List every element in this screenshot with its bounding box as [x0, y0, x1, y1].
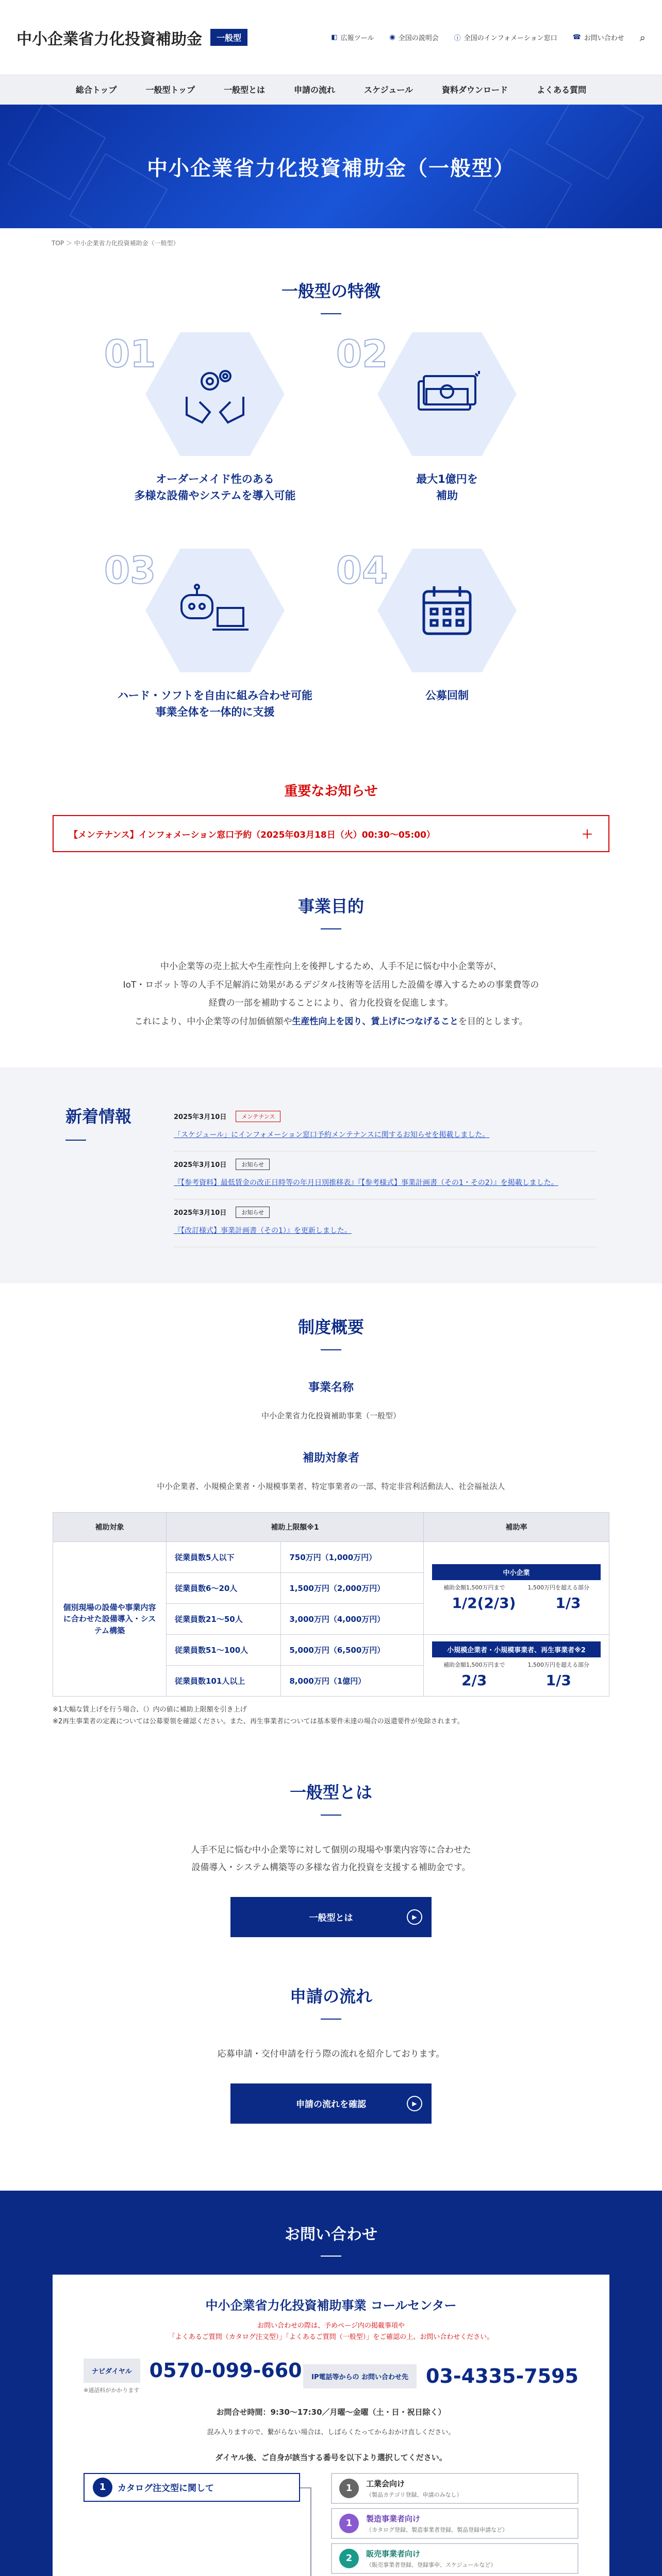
- dial-number: 1: [339, 2479, 359, 2498]
- rate-value: 1/3: [555, 1595, 581, 1612]
- news-item: [174, 1104, 597, 1151]
- notice-accordion[interactable]: [53, 815, 609, 852]
- dial-number: 1: [339, 2514, 359, 2533]
- purpose-title: 事業目的: [297, 896, 364, 916]
- rate-header: 小規模企業者・小規模事業者、再生事業者※2: [432, 1641, 601, 1657]
- feature-text: 最大1億円を: [416, 473, 478, 485]
- subsidy-table: [53, 1512, 609, 1697]
- call-center-card: [53, 2275, 609, 2576]
- phone-number[interactable]: 03-4335-7595: [426, 2365, 578, 2388]
- feature-hexagon: [377, 549, 517, 672]
- arrow-right-icon: ▶: [407, 2096, 422, 2111]
- table-cell: 5,000万円（6,500万円）: [281, 1634, 424, 1665]
- feature-card: [331, 332, 563, 528]
- about-title: 一般型とは: [289, 1782, 372, 1802]
- rate-header: 中小企業: [432, 1564, 601, 1580]
- dial-option: 1 製造事業者向け （カタログ登録、製造事業者登録、製品登録申請など）: [331, 2508, 578, 2539]
- news-section: [0, 1067, 662, 1283]
- site-header: [0, 0, 662, 75]
- title-divider: [321, 2019, 341, 2020]
- feature-card: [331, 549, 563, 744]
- notice-item-text: 【メンテナンス】インフォメーション窓口予約（2025年03月18日（火）00:30〜05:00）: [69, 829, 435, 840]
- nav-item-top[interactable]: 総合トップ: [75, 85, 117, 95]
- dial-option: 2 販売事業者向け （販売事業者登録、登録事申、スケジュールなど）: [331, 2543, 578, 2574]
- logo-text: 中小企業省力化投資補助金: [16, 30, 202, 48]
- table-cell: 3,000万円（4,000万円）: [281, 1603, 424, 1634]
- target-value: 中小企業者、小規模企業者・小規模事業者、特定事業者の一部、特定非営利活動法人、社会福祉法人: [157, 1481, 505, 1491]
- news-item: [174, 1151, 597, 1199]
- nav-item-schedule[interactable]: スケジュール: [364, 85, 413, 95]
- news-tag: お知らせ: [236, 1207, 270, 1218]
- hours-note: 混み入りますので、繋がらない場合は、しばらくたってからおかけ直しください。: [207, 2428, 455, 2436]
- feature-number: 03: [104, 549, 156, 592]
- notice-title: 重要なお知らせ: [284, 784, 378, 799]
- site-logo[interactable]: [16, 26, 247, 49]
- feature-text: 事業全体を一体的に支援: [155, 705, 275, 718]
- news-date: 2025年3月10日: [174, 1161, 227, 1170]
- hero-decoration: [545, 105, 644, 180]
- feature-number: 02: [336, 332, 388, 376]
- flow-button[interactable]: 申請の流れを確認 ▶: [230, 2083, 432, 2124]
- calendar-icon: [419, 582, 475, 639]
- about-text: 人手不足に悩む中小企業等に対して個別の現場や事業内容等に合わせた 設備導入・システム構築等の多様な省力化投資を支援する補助金です。: [191, 1844, 471, 1873]
- rate-cell: 中小企業 補助金額1,500万円まで 1,500万円を超える部分 1/2(2/3) 1/3: [424, 1541, 609, 1634]
- phone-label: IP電話等からの お問い合わせ先: [303, 2364, 417, 2388]
- table-header: 補助率: [424, 1512, 609, 1541]
- feature-text: オーダーメイド性のある: [156, 473, 274, 485]
- rate-value: 2/3: [461, 1672, 487, 1689]
- title-divider: [65, 1140, 86, 1141]
- table-cell: 750万円（1,000万円）: [281, 1541, 424, 1572]
- info-icon: ⓘ: [454, 35, 461, 42]
- business-name-label: 事業名称: [308, 1381, 354, 1394]
- feature-number: 01: [104, 332, 156, 376]
- search-icon[interactable]: ⌕: [639, 31, 646, 44]
- news-date: 2025年3月10日: [174, 1113, 227, 1122]
- phone-icon: ☎: [572, 33, 581, 41]
- header-links: [331, 31, 646, 44]
- title-divider: [321, 2256, 341, 2257]
- title-divider: [321, 1815, 341, 1816]
- dial-number: 1: [93, 2478, 112, 2497]
- connector-line: [300, 2487, 310, 2488]
- business-hours: お問合せ時間：9:30〜17:30／月曜〜金曜（土・日・祝日除く）: [216, 2407, 446, 2417]
- people-icon: ◉: [389, 33, 395, 41]
- logo-badge: 一般型: [210, 29, 247, 46]
- ip-phone: [303, 2359, 578, 2394]
- dial-number: 2: [339, 2549, 359, 2568]
- features-section: [0, 258, 662, 760]
- system-title: 制度概要: [297, 1317, 364, 1337]
- dial-option: 1 工業会向け （製品カテゴリ登録、申請のみなし）: [331, 2473, 578, 2504]
- megaphone-icon: ◧: [331, 33, 338, 41]
- news-date: 2025年3月10日: [174, 1209, 227, 1217]
- header-link-pr[interactable]: ◧ 広報ツール: [331, 33, 374, 42]
- global-nav: [0, 75, 662, 105]
- system-section: [0, 1283, 662, 1749]
- feature-hexagon: [377, 332, 517, 456]
- robot-laptop-icon: [176, 582, 254, 639]
- nav-item-faq[interactable]: よくある質問: [537, 85, 587, 95]
- arrow-right-icon: ▶: [407, 1909, 422, 1925]
- feature-text: ハード・ソフトを自由に組み合わせ可能: [118, 689, 312, 702]
- notice-section: [0, 760, 662, 862]
- target-label: 補助対象者: [302, 1451, 359, 1465]
- hero-title: 中小企業省力化投資補助金（一般型）: [147, 156, 515, 180]
- feature-text: 公募回制: [425, 689, 469, 702]
- dial-intro: ダイヤル後、ご自身が該当する番号を以下より選択してください。: [215, 2452, 447, 2462]
- purpose-text: 中小企業等の売上拡大や生産性向上を後押しするため、人手不足に悩む中小企業等が、 IoT・ロボット等の人手不足解消に効果があるデジタル技術等を活用した設備を導入するための事業費等の 経費の一部を補助することにより、省力化投資を促進します。 これにより、中小企業等の付加価値額や生産性向上を図り、賃上げにつなげることを目的とします。: [123, 961, 539, 1027]
- dial-catalog: [84, 2473, 300, 2502]
- table-header: 補助上限額※1: [167, 1512, 424, 1541]
- money-icon: [411, 368, 483, 420]
- feature-card: [99, 332, 331, 528]
- table-notes: ※1大幅な賃上げを行う場合、（）内の値に補助上限額を引き上げ ※2再生事業者の定義については公募要領を確認ください。また、再生事業者については基本要件未達の場合の返還要件が免除されます。: [53, 1705, 464, 1726]
- contact-warning: お問い合わせの際は、予めページ内の掲載事項や 「よくあるご質問（カタログ注文型）」「よくあるご質問（一般型）」をご確認の上、お問い合わせください。: [168, 2321, 494, 2341]
- table-cell: 8,000万円（1億円）: [281, 1665, 424, 1696]
- table-cell: 従業員数6〜20人: [167, 1572, 281, 1603]
- news-link[interactable]: 「スケジュール」にインフォメーション窓口予約メンテナンスに関するお知らせを掲載しました。: [174, 1130, 490, 1139]
- phone-number[interactable]: 0570-099-660: [149, 2359, 302, 2382]
- header-link-seminar[interactable]: ◉ 全国の説明会: [389, 33, 439, 42]
- news-item: [174, 1199, 597, 1247]
- news-link[interactable]: 『【改訂様式】事業計画書（その1）』を更新しました。: [174, 1226, 352, 1235]
- business-name-value: 中小企業省力化投資補助事業（一般型）: [261, 1411, 401, 1420]
- title-divider: [321, 313, 341, 314]
- navi-dial: [84, 2359, 302, 2383]
- hero-banner: [0, 105, 662, 228]
- feature-number: 04: [336, 549, 388, 592]
- news-title: 新着情報: [65, 1106, 132, 1126]
- dial-guide: [84, 2473, 578, 2576]
- table-header: 補助対象: [53, 1512, 167, 1541]
- table-cell-target: 個別現場の設備や事業内容に合わせた設備導入・システム構築: [53, 1541, 167, 1696]
- rate-value: 1/2(2/3): [452, 1595, 516, 1612]
- call-center-title: 中小企業省力化投資補助事業 コールセンター: [205, 2298, 457, 2313]
- feature-hexagon: [145, 332, 285, 456]
- nav-item-flow[interactable]: 申請の流れ: [293, 85, 335, 95]
- title-divider: [321, 928, 341, 929]
- flow-text: 応募申請・交付申請を行う際の流れを紹介しております。: [217, 2048, 445, 2059]
- rate-cell: 小規模企業者・小規模事業者、再生事業者※2 補助金額1,500万円まで 1,500万円を超える部分 2/3 1/3: [424, 1634, 609, 1696]
- nav-item-download[interactable]: 資料ダウンロード: [442, 85, 508, 95]
- table-cell: 従業員数51〜100人: [167, 1634, 281, 1665]
- table-cell: 従業員数5人以下: [167, 1541, 281, 1572]
- dial-label: カタログ注文型に関して: [118, 2483, 214, 2494]
- rate-value: 1/3: [545, 1672, 571, 1689]
- flow-title: 申請の流れ: [289, 1986, 372, 2006]
- feature-text: 補助: [436, 489, 458, 502]
- feature-text: 多様な設備やシステムを導入可能: [134, 489, 296, 502]
- phone-note: ※通話料がかかります: [84, 2386, 140, 2394]
- contact-section: [0, 2191, 662, 2576]
- purpose-section: [0, 862, 662, 1067]
- title-divider: [321, 1349, 341, 1350]
- contact-title: お問い合わせ: [285, 2225, 377, 2244]
- phone-label: ナビダイヤル: [84, 2359, 140, 2383]
- features-title: 一般型の特徴: [281, 281, 380, 301]
- feature-card: [99, 549, 331, 744]
- table-cell: 1,500万円（2,000万円）: [281, 1572, 424, 1603]
- breadcrumb-separator: ＞: [65, 240, 74, 247]
- breadcrumb-top[interactable]: TOP: [52, 240, 64, 247]
- plus-icon: ＋: [581, 828, 593, 841]
- news-tag: メンテナンス: [236, 1111, 280, 1122]
- hands-gears-icon: [181, 363, 249, 425]
- news-list: [174, 1104, 597, 1247]
- header-link-info[interactable]: ⓘ 全国のインフォメーション窓口: [454, 32, 557, 42]
- news-link[interactable]: 『【参考資料】最低賃金の改正日時等の年月日別推移表』『【参考様式】事業計画書（その1・その2）』を掲載しました。: [174, 1178, 558, 1187]
- about-section: [0, 1749, 662, 1953]
- news-tag: お知らせ: [236, 1159, 270, 1170]
- breadcrumb-current: 中小企業省力化投資補助金（一般型）: [74, 240, 179, 247]
- flow-section: [0, 1953, 662, 2139]
- breadcrumb: [0, 228, 662, 258]
- nav-item-about[interactable]: 一般型とは: [223, 85, 265, 95]
- table-cell: 従業員数101人以上: [167, 1665, 281, 1696]
- connector-line: [310, 2487, 311, 2576]
- nav-item-general-top[interactable]: 一般型トップ: [145, 85, 195, 95]
- header-link-contact[interactable]: ☎ お問い合わせ: [572, 33, 624, 42]
- feature-hexagon: [145, 549, 285, 672]
- about-button[interactable]: 一般型とは ▶: [230, 1897, 432, 1937]
- table-cell: 従業員数21〜50人: [167, 1603, 281, 1634]
